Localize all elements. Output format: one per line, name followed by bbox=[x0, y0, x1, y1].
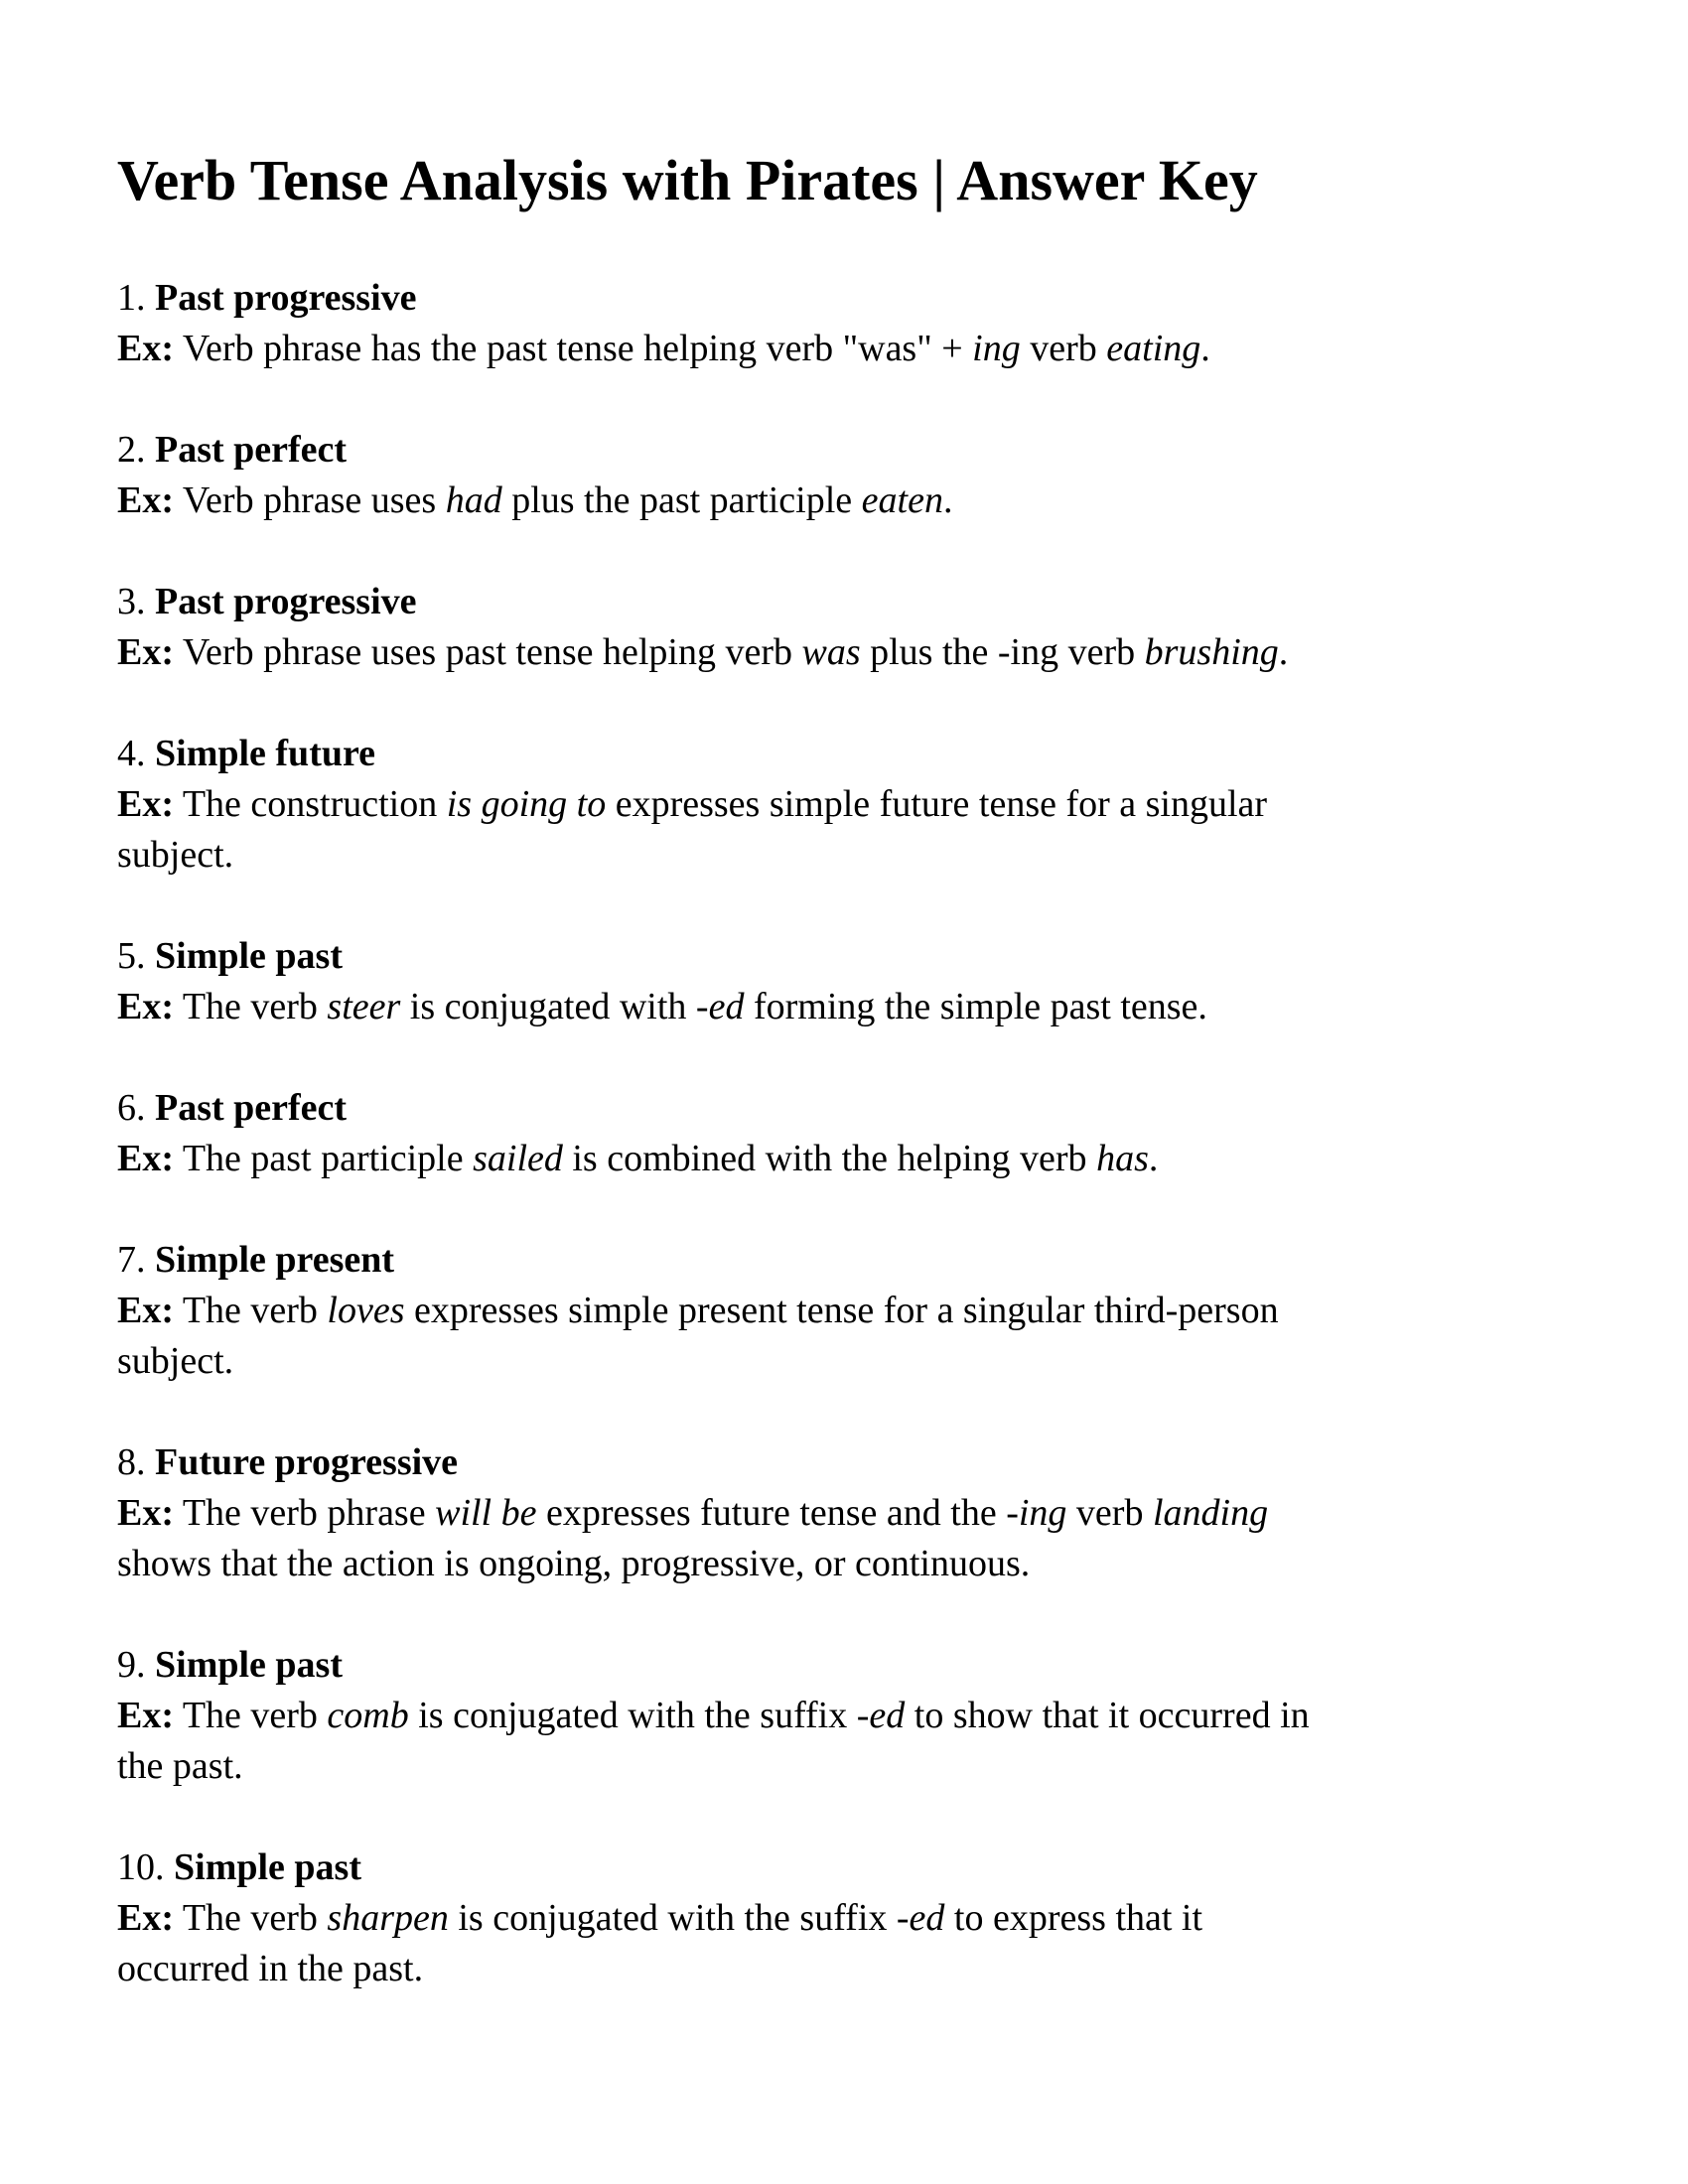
example-text-run: Ex: bbox=[117, 1290, 174, 1331]
example-text-run: brushing bbox=[1144, 631, 1279, 673]
answer-tense: Simple past bbox=[155, 1644, 343, 1686]
example-text-run: is conjugated with the suffix - bbox=[408, 1695, 870, 1736]
example-text-run: Ex: bbox=[117, 1695, 174, 1736]
example-text-run: . bbox=[1278, 631, 1289, 673]
answer-example bbox=[117, 1488, 1604, 1589]
example-text-run: ing bbox=[1018, 1492, 1067, 1534]
answer-item-4 bbox=[117, 729, 1604, 881]
answer-number: 6. bbox=[117, 1087, 146, 1129]
example-text-run: had bbox=[445, 479, 502, 521]
example-text-run: plus the -ing verb bbox=[860, 631, 1145, 673]
example-text-run: . bbox=[1200, 328, 1210, 369]
answer-example bbox=[117, 1286, 1604, 1387]
answer-example bbox=[117, 1691, 1604, 1792]
page-title: Verb Tense Analysis with Pirates | Answer Key bbox=[117, 148, 1258, 212]
answer-item-1 bbox=[117, 273, 1604, 374]
answer-heading bbox=[117, 1640, 1604, 1691]
example-text-run: to show that it occurred in bbox=[905, 1695, 1310, 1736]
example-text-run: Verb phrase uses past tense helping verb bbox=[174, 631, 802, 673]
example-text-run: landing bbox=[1152, 1492, 1269, 1534]
example-text-run: ed bbox=[909, 1897, 945, 1939]
answer-heading bbox=[117, 1437, 1604, 1488]
example-text-run: to express that it bbox=[944, 1897, 1203, 1939]
answer-item-6 bbox=[117, 1083, 1604, 1184]
example-text-run: comb bbox=[327, 1695, 409, 1736]
answer-tense: Simple past bbox=[174, 1846, 361, 1888]
example-text-run: Verb phrase has the past tense helping verb "was" + bbox=[174, 328, 973, 369]
example-text-run: Ex: bbox=[117, 479, 174, 521]
example-text-run: Ex: bbox=[117, 1897, 174, 1939]
example-text-run: the past. bbox=[117, 1745, 243, 1787]
example-text-run: loves bbox=[327, 1290, 405, 1331]
example-text-run: Ex: bbox=[117, 328, 174, 369]
example-text-run: The verb phrase bbox=[174, 1492, 436, 1534]
example-text-run: sailed bbox=[473, 1138, 563, 1179]
answer-number: 8. bbox=[117, 1441, 146, 1483]
example-text-run: The verb bbox=[174, 1897, 328, 1939]
example-text-run: occurred in the past. bbox=[117, 1948, 424, 1989]
answer-number: 7. bbox=[117, 1239, 146, 1281]
answer-tense: Future progressive bbox=[155, 1441, 459, 1483]
answer-item-2 bbox=[117, 425, 1604, 526]
example-text-run: Ex: bbox=[117, 783, 174, 825]
answer-number: 3. bbox=[117, 581, 146, 622]
example-text-run: Ex: bbox=[117, 631, 174, 673]
example-text-run: is conjugated with - bbox=[400, 986, 709, 1027]
example-text-run: forming the simple past tense. bbox=[744, 986, 1207, 1027]
example-text-run: subject. bbox=[117, 834, 234, 876]
answer-example bbox=[117, 627, 1604, 678]
answer-heading bbox=[117, 1083, 1604, 1134]
answer-example bbox=[117, 324, 1604, 374]
answer-heading bbox=[117, 931, 1604, 982]
answer-number: 2. bbox=[117, 429, 146, 471]
answer-number: 5. bbox=[117, 935, 146, 977]
answer-tense: Simple future bbox=[155, 733, 376, 774]
example-text-run: The verb bbox=[174, 986, 328, 1027]
answer-heading bbox=[117, 577, 1604, 627]
example-text-run: . bbox=[942, 479, 953, 521]
example-text-run: Ex: bbox=[117, 986, 174, 1027]
answer-heading bbox=[117, 425, 1604, 476]
answer-heading bbox=[117, 273, 1604, 324]
example-text-run: was bbox=[801, 631, 861, 673]
example-text-run: Verb phrase uses bbox=[174, 479, 446, 521]
example-text-run: subject. bbox=[117, 1340, 234, 1382]
answer-tense: Past perfect bbox=[155, 429, 348, 471]
answer-heading bbox=[117, 1235, 1604, 1286]
answer-tense: Past progressive bbox=[155, 581, 417, 622]
example-text-run: will be bbox=[435, 1492, 537, 1534]
example-text-run: . bbox=[1148, 1138, 1159, 1179]
example-text-run: Ex: bbox=[117, 1492, 174, 1534]
answer-item-5 bbox=[117, 931, 1604, 1032]
example-text-run: The verb bbox=[174, 1290, 328, 1331]
example-text-run: The verb bbox=[174, 1695, 328, 1736]
example-text-run: steer bbox=[327, 986, 401, 1027]
answer-list bbox=[117, 273, 1604, 1994]
example-text-run: Ex: bbox=[117, 1138, 174, 1179]
answer-item-3 bbox=[117, 577, 1604, 678]
example-text-run: eaten bbox=[861, 479, 943, 521]
example-text-run: verb bbox=[1020, 328, 1107, 369]
example-text-run: eating bbox=[1106, 328, 1201, 369]
example-text-run: is combined with the helping verb bbox=[562, 1138, 1097, 1179]
answer-example bbox=[117, 1134, 1604, 1184]
answer-number: 4. bbox=[117, 733, 146, 774]
answer-tense: Past progressive bbox=[155, 277, 417, 319]
answer-item-10 bbox=[117, 1843, 1604, 1994]
answer-item-9 bbox=[117, 1640, 1604, 1792]
answer-example bbox=[117, 779, 1604, 881]
answer-example bbox=[117, 982, 1604, 1032]
example-text-run: expresses simple future tense for a singular bbox=[606, 783, 1268, 825]
answer-number: 1. bbox=[117, 277, 146, 319]
example-text-run: expresses future tense and the - bbox=[536, 1492, 1019, 1534]
example-text-run: expresses simple present tense for a singular third-person bbox=[404, 1290, 1279, 1331]
example-text-run: is going to bbox=[446, 783, 607, 825]
answer-item-7 bbox=[117, 1235, 1604, 1387]
answer-tense: Past perfect bbox=[155, 1087, 348, 1129]
answer-number: 9. bbox=[117, 1644, 146, 1686]
example-text-run: is conjugated with the suffix - bbox=[448, 1897, 910, 1939]
answer-example bbox=[117, 1893, 1604, 1994]
example-text-run: shows that the action is ongoing, progressive, or continuous. bbox=[117, 1543, 1031, 1584]
example-text-run: ing bbox=[972, 328, 1021, 369]
answer-tense: Simple present bbox=[155, 1239, 395, 1281]
example-text-run: verb bbox=[1066, 1492, 1153, 1534]
answer-item-8 bbox=[117, 1437, 1604, 1589]
example-text-run: The past participle bbox=[174, 1138, 474, 1179]
answer-heading bbox=[117, 729, 1604, 779]
example-text-run: plus the past participle bbox=[501, 479, 862, 521]
answer-example bbox=[117, 476, 1604, 526]
answer-number: 10. bbox=[117, 1846, 165, 1888]
example-text-run: has bbox=[1096, 1138, 1149, 1179]
answer-heading bbox=[117, 1843, 1604, 1893]
answer-tense: Simple past bbox=[155, 935, 343, 977]
example-text-run: sharpen bbox=[327, 1897, 449, 1939]
example-text-run: The construction bbox=[174, 783, 447, 825]
example-text-run: ed bbox=[708, 986, 745, 1027]
example-text-run: ed bbox=[869, 1695, 906, 1736]
